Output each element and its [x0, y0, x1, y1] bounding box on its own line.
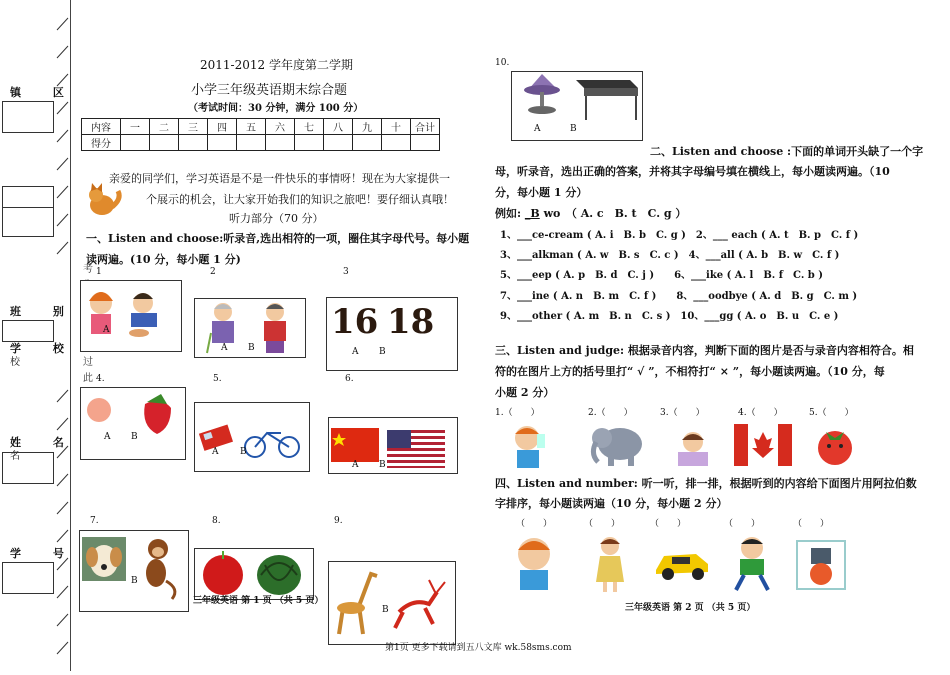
boy-thinking-icon	[506, 530, 562, 592]
judge-bracket[interactable]: 1.（ ）	[495, 408, 540, 418]
option-label: B	[131, 432, 138, 442]
lamp-and-desk-icon	[512, 72, 642, 140]
girl-standing-icon	[590, 534, 630, 594]
score-input[interactable]	[179, 135, 208, 151]
score-input[interactable]	[324, 135, 353, 151]
section2-item: 5、___eep ( A. p B. d C. j ) 6、___ike ( A. l B. f C. b )	[500, 270, 823, 281]
score-cell: 三	[179, 119, 208, 135]
score-table	[81, 118, 440, 151]
peach-and-strawberry-icon	[81, 388, 185, 459]
page-title: 小学三年级英语期末综合题	[191, 83, 348, 98]
elephant-icon	[588, 420, 648, 468]
q4-picture[interactable]	[80, 387, 186, 460]
dog-and-monkey-icon	[80, 531, 188, 611]
example-answer: _B	[524, 207, 540, 220]
q-number: 2	[210, 267, 216, 277]
option-label: B	[379, 347, 386, 357]
score-input[interactable]	[382, 135, 411, 151]
q-number: 1	[96, 267, 102, 277]
section2-title: 二、Listen and choose :下面的单词开头缺了一个字	[650, 145, 924, 158]
q-number: 8.	[212, 516, 221, 526]
yellow-car-icon	[652, 542, 712, 584]
robot-ball-icon	[796, 540, 846, 590]
score-cell: 九	[353, 119, 382, 135]
footer-page-2: 三年级英语 第 2 页 （共 5 页）	[625, 603, 756, 613]
canada-flag-icon	[734, 424, 792, 466]
option-label: A	[534, 124, 541, 134]
boy-drinking-icon	[503, 420, 559, 470]
blank-field-2[interactable]	[2, 207, 54, 237]
section2-line3: 分，每小题 1 分）	[495, 186, 588, 199]
option-label: A	[103, 325, 110, 335]
option-label: A	[212, 447, 219, 457]
section3-title: 三、Listen and judge: 根据录音内容，判断下面的图片是否与录音内容相符合。相	[495, 344, 914, 357]
option-label: A	[352, 460, 359, 470]
section2-example	[495, 205, 686, 221]
section2-item: 1、___ce-cream ( A. i B. b C. g ) 2、___ each ( A. t B. p C. f )	[500, 230, 859, 241]
footer-page-1: 三年级英语 第 1 页 （共 5 页）	[193, 596, 324, 606]
q-number: 10.	[495, 58, 510, 68]
example-options: wo （ A. c B. t C. g ）	[543, 207, 687, 220]
apple-and-watermelon-icon	[195, 549, 313, 599]
score-row-header	[82, 119, 440, 135]
section3-line3: 小题 2 分）	[495, 386, 555, 399]
option-label: B	[570, 124, 577, 134]
number-bracket[interactable]: （ ）	[516, 519, 553, 529]
intro-line-2: 个展示的机会，让大家开始我们的知识之旅吧！要仔细认真哦！	[146, 193, 454, 206]
section3-line2: 符的在图片上方的括号里打“ √ ”，不相符打“ × ”，每小题读两遍。（10 分，每	[495, 365, 885, 378]
score-cell: 一	[121, 119, 150, 135]
q1-picture[interactable]	[80, 280, 182, 352]
number-bracket[interactable]: （ ）	[724, 519, 761, 529]
number-bracket[interactable]: （ ）	[650, 519, 687, 529]
judge-bracket[interactable]: 5.（ ）	[809, 408, 854, 418]
school-small: 校	[10, 357, 20, 368]
option-label: B	[248, 343, 255, 353]
q10-picture[interactable]	[511, 71, 643, 141]
number-bracket[interactable]: （ ）	[584, 519, 621, 529]
score-input[interactable]	[411, 135, 440, 151]
score-cell: 十	[382, 119, 411, 135]
q7-picture[interactable]	[79, 530, 189, 612]
town-label: 镇 区	[10, 86, 78, 99]
number-bracket[interactable]: （ ）	[793, 519, 830, 529]
china-usa-flags-icon	[329, 418, 457, 473]
q3-picture[interactable]	[326, 297, 458, 371]
section4-title: 四、Listen and number: 听一听，排一排，根据听到的内容给下面图片用阿拉伯数	[495, 477, 917, 490]
number-label: 学 号	[10, 547, 78, 560]
section4-line2: 字排序，每小题读两遍（10 分，每小题 2 分）	[495, 497, 728, 510]
seal-text: 考 过 此	[83, 264, 93, 384]
year-line: 2011-2012 学年度第二学期	[200, 58, 353, 72]
fox-mascot-icon	[82, 183, 124, 217]
score-input[interactable]	[295, 135, 324, 151]
name-field[interactable]	[2, 452, 54, 484]
giraffe-and-deer-icon	[329, 562, 455, 644]
section2-item: 3、___alkman ( A. w B. s C. c ) 4、___all ( A. b B. w C. f )	[500, 250, 840, 261]
score-cell: 得分	[82, 135, 121, 151]
number-16: 16	[331, 302, 379, 342]
score-input[interactable]	[121, 135, 150, 151]
boy-running-icon	[724, 534, 780, 592]
section2-line2: 母，听录音，选出正确的答案，并将其字母编号填在横线上，每小题读两遍。（10	[495, 165, 890, 178]
bus-and-bike-icon	[195, 403, 309, 471]
intro-line-1: 亲爱的同学们，学习英语是不是一件快乐的事情呀！现在为大家提供一	[109, 172, 450, 185]
option-label: B	[240, 447, 247, 457]
option-label: B	[379, 460, 386, 470]
number-field[interactable]	[2, 562, 54, 594]
score-input[interactable]	[208, 135, 237, 151]
class-field[interactable]	[2, 320, 54, 342]
class-label: 班 别	[10, 305, 78, 318]
judge-bracket[interactable]: 2.（ ）	[588, 408, 633, 418]
footer-download: 第1页 更多下载请到五八文库 wk.58sms.com	[385, 643, 572, 653]
name-label: 姓 名	[10, 436, 78, 449]
q9-picture[interactable]	[328, 561, 456, 645]
q6-picture[interactable]	[328, 417, 458, 474]
section1-title: 一、Listen and choose:听录音,选出相符的一项，圈住其字母代号。每小题	[86, 232, 470, 245]
q-number: 6.	[345, 374, 354, 384]
binding-slashes	[54, 0, 70, 671]
example-prefix: 例如:	[495, 207, 522, 220]
score-input[interactable]	[150, 135, 179, 151]
option-label: A	[104, 432, 111, 442]
school-label: 学 校	[10, 342, 78, 355]
q-number: 4.	[96, 374, 105, 384]
q-number: 5.	[213, 374, 222, 384]
option-label: A	[221, 343, 228, 353]
girl-and-baby-icon	[81, 281, 181, 351]
score-cell: 四	[208, 119, 237, 135]
q-number: 7.	[90, 516, 99, 526]
option-label: B	[131, 576, 138, 586]
score-input[interactable]	[237, 135, 266, 151]
blank-field-1[interactable]	[2, 186, 54, 208]
girl-reading-icon	[664, 428, 722, 468]
q5-picture[interactable]	[194, 402, 310, 472]
score-cell: 六	[266, 119, 295, 135]
score-input[interactable]	[266, 135, 295, 151]
listening-heading: 听力部分（70 分）	[229, 212, 324, 225]
score-cell: 二	[150, 119, 179, 135]
town-field[interactable]	[2, 101, 54, 133]
score-cell: 内容	[82, 119, 121, 135]
exam-info: （考试时间：30 分钟，满分 100 分）	[188, 103, 364, 114]
score-cell: 七	[295, 119, 324, 135]
section2-item: 9、___other ( A. m B. n C. s ) 10、___gg ( A. o B. u C. e )	[500, 311, 839, 322]
q-number: 9.	[334, 516, 343, 526]
option-label: A	[352, 347, 359, 357]
score-cell: 五	[237, 119, 266, 135]
section2-item: 7、___ine ( A. n B. m C. f ) 8、___oodbye ( A. d B. g C. m )	[500, 291, 858, 302]
binding-dashes	[54, 0, 70, 671]
judge-bracket[interactable]: 4.（ ）	[738, 408, 783, 418]
binding-line	[70, 0, 71, 671]
tomato-icon	[812, 424, 858, 466]
number-18: 18	[387, 302, 435, 342]
name-small: 名	[10, 451, 20, 462]
q-number: 3	[343, 267, 349, 277]
option-label: B	[382, 605, 389, 615]
score-input[interactable]	[353, 135, 382, 151]
section1-title-2: 读两遍。(10 分，每小题 1 分)	[86, 253, 241, 266]
score-cell: 合计	[411, 119, 440, 135]
score-row-values	[82, 135, 440, 151]
judge-bracket[interactable]: 3.（ ）	[660, 408, 705, 418]
score-cell: 八	[324, 119, 353, 135]
